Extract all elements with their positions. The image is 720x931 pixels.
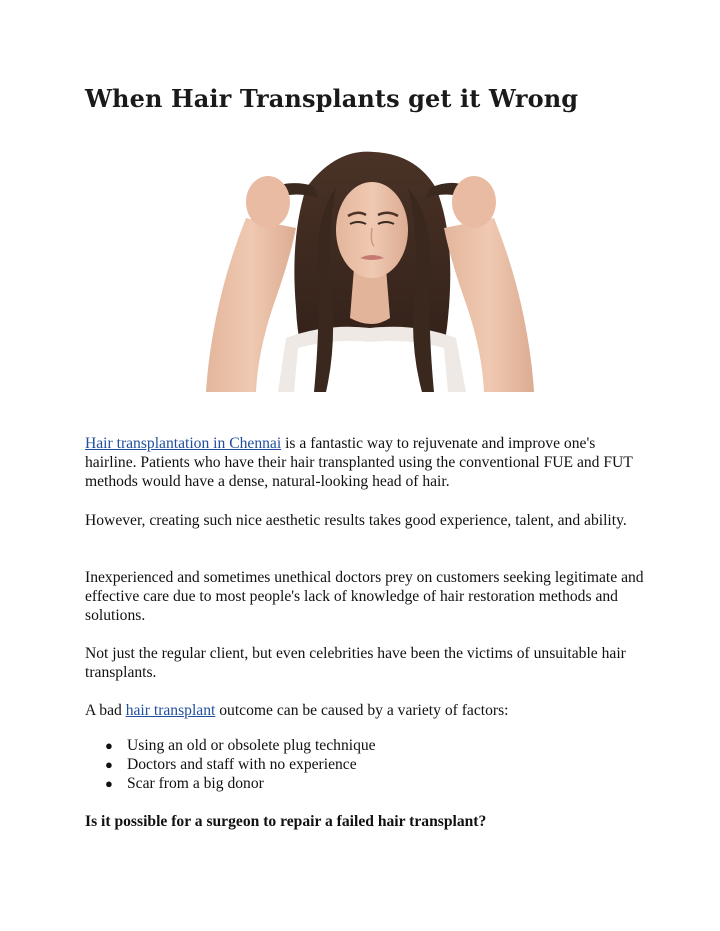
bad-outcome-before: A bad <box>85 702 126 719</box>
intro-paragraph <box>85 434 645 491</box>
factor-text: Scar from a big donor <box>127 775 264 792</box>
list-item <box>105 755 376 774</box>
paragraph-bad-outcome <box>85 701 645 720</box>
woman-pulling-hair-photo <box>186 148 554 392</box>
hair-transplant-link[interactable]: hair transplant <box>125 702 216 719</box>
factor-text: Doctors and staff with no experience <box>127 756 357 773</box>
hair-transplantation-chennai-link[interactable]: Hair transplantation in Chennai <box>85 435 282 452</box>
list-item <box>105 774 376 793</box>
list-item <box>105 736 376 755</box>
intro-text: is a fantastic way to rejuvenate and improve one's hairline. Patients who have their hair transplanted using the conventional FUE and FUT methods would have a dense, natural-looking head of hair. <box>85 435 633 490</box>
bullet-icon: ● <box>105 738 113 753</box>
repair-question-heading: Is it possible for a surgeon to repair a failed hair transplant? <box>85 813 487 830</box>
paragraph-inexperienced-doctors: Inexperienced and sometimes unethical doctors prey on customers seeking legitimate and effective care due to most people's lack of knowledge of hair restoration methods and solutions. <box>85 569 644 624</box>
bad-outcome-after: outcome can be caused by a variety of factors: <box>215 702 509 719</box>
factor-text: Using an old or obsolete plug technique <box>127 737 376 754</box>
paragraph-aesthetic-results: However, creating such nice aesthetic results takes good experience, talent, and ability. <box>85 512 627 529</box>
paragraph-celebrities: Not just the regular client, but even celebrities have been the victims of unsuitable hair transplants. <box>85 645 626 681</box>
article-title: When Hair Transplants get it Wrong <box>85 84 579 113</box>
bullet-icon: ● <box>105 776 113 791</box>
bullet-icon: ● <box>105 757 113 772</box>
factors-list <box>85 736 376 793</box>
